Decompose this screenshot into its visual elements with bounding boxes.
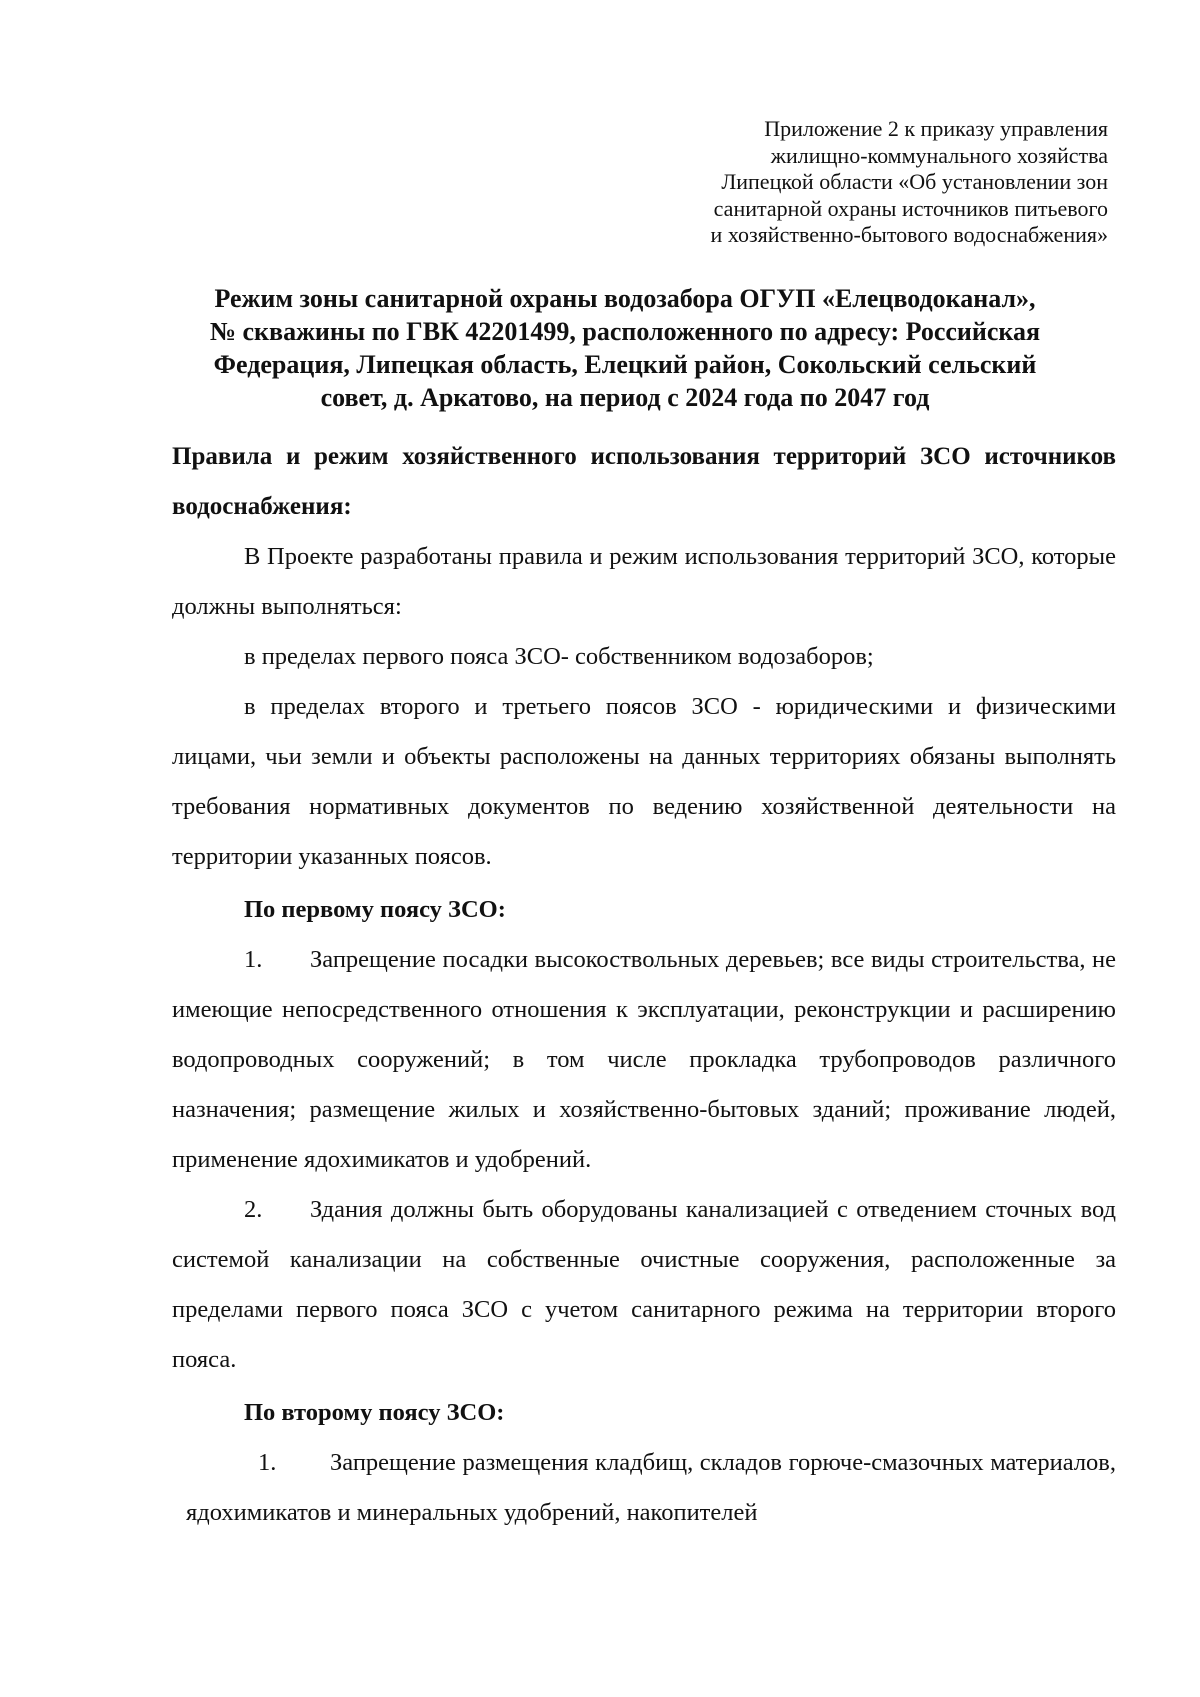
appendix-line: жилищно-коммунального хозяйства: [770, 142, 1108, 168]
title-line: совет, д. Аркатово, на период с 2024 года по 2047 год: [320, 383, 930, 412]
intro-paragraph: в пределах второго и третьего поясов ЗСО - юридическими и физическими лицами, чьи земли и объекты расположены на данных территориях обязаны выполнять требования нормативных документов по ведению хозяйственной деятельности на территории указанных поясов.: [172, 693, 1116, 870]
document-body: [172, 432, 1116, 1538]
appendix-line: Липецкой области «Об установлении зон: [721, 169, 1108, 194]
intro-paragraph: в пределах первого пояса ЗСО- собственником водозаборов;: [244, 643, 874, 670]
zone2-item: [186, 1438, 1116, 1538]
zone1-heading: По первому поясу ЗСО:: [244, 896, 506, 923]
appendix-line: санитарной охраны источников питьевого: [713, 195, 1108, 221]
appendix-reference: [588, 116, 1108, 249]
zone2-heading: По второму поясу ЗСО:: [244, 1399, 505, 1426]
item-text: Здания должны быть оборудованы канализацией с отведением сточных вод системой канализации на собственные очистные сооружения, расположенные за пределами первого пояса ЗСО с учетом санитарного режима на территории второго пояса.: [172, 1196, 1116, 1373]
document-title: [160, 282, 1090, 414]
title-line: Федерация, Липецкая область, Елецкий район, Сокольский сельский: [213, 350, 1037, 379]
item-text: Запрещение посадки высокоствольных деревьев; все виды строительства, не имеющие непосредственного отношения к эксплуатации, реконструкции и расширению водопроводных сооружений; в том числе прокладка трубопроводов различного назначения; размещение жилых и хозяйственно-бытовых зданий; проживание людей, применение ядохимикатов и удобрений.: [172, 946, 1116, 1173]
appendix-line: Приложение 2 к приказу управления: [764, 116, 1108, 141]
intro-paragraph: В Проекте разработаны правила и режим использования территорий ЗСО, которые должны выполняться:: [172, 543, 1116, 620]
item-text: Запрещение размещения кладбищ, складов горюче-смазочных материалов, ядохимикатов и минеральных удобрений, накопителей: [186, 1449, 1116, 1526]
zone1-item: [172, 935, 1116, 1185]
title-line: Режим зоны санитарной охраны водозабора ОГУП «Елецводоканал»,: [214, 284, 1036, 313]
item-number: 2.: [244, 1196, 263, 1223]
title-line: № скважины по ГВК 42201499, расположенного по адресу: Российская: [209, 317, 1041, 346]
zone1-item: [172, 1185, 1116, 1385]
item-number: 1.: [244, 946, 263, 973]
appendix-line: и хозяйственно-бытового водоснабжения»: [710, 222, 1108, 247]
item-number: 1.: [258, 1449, 277, 1476]
rules-heading: Правила и режим хозяйственного использования территорий ЗСО источников водоснабжения:: [172, 443, 1116, 520]
